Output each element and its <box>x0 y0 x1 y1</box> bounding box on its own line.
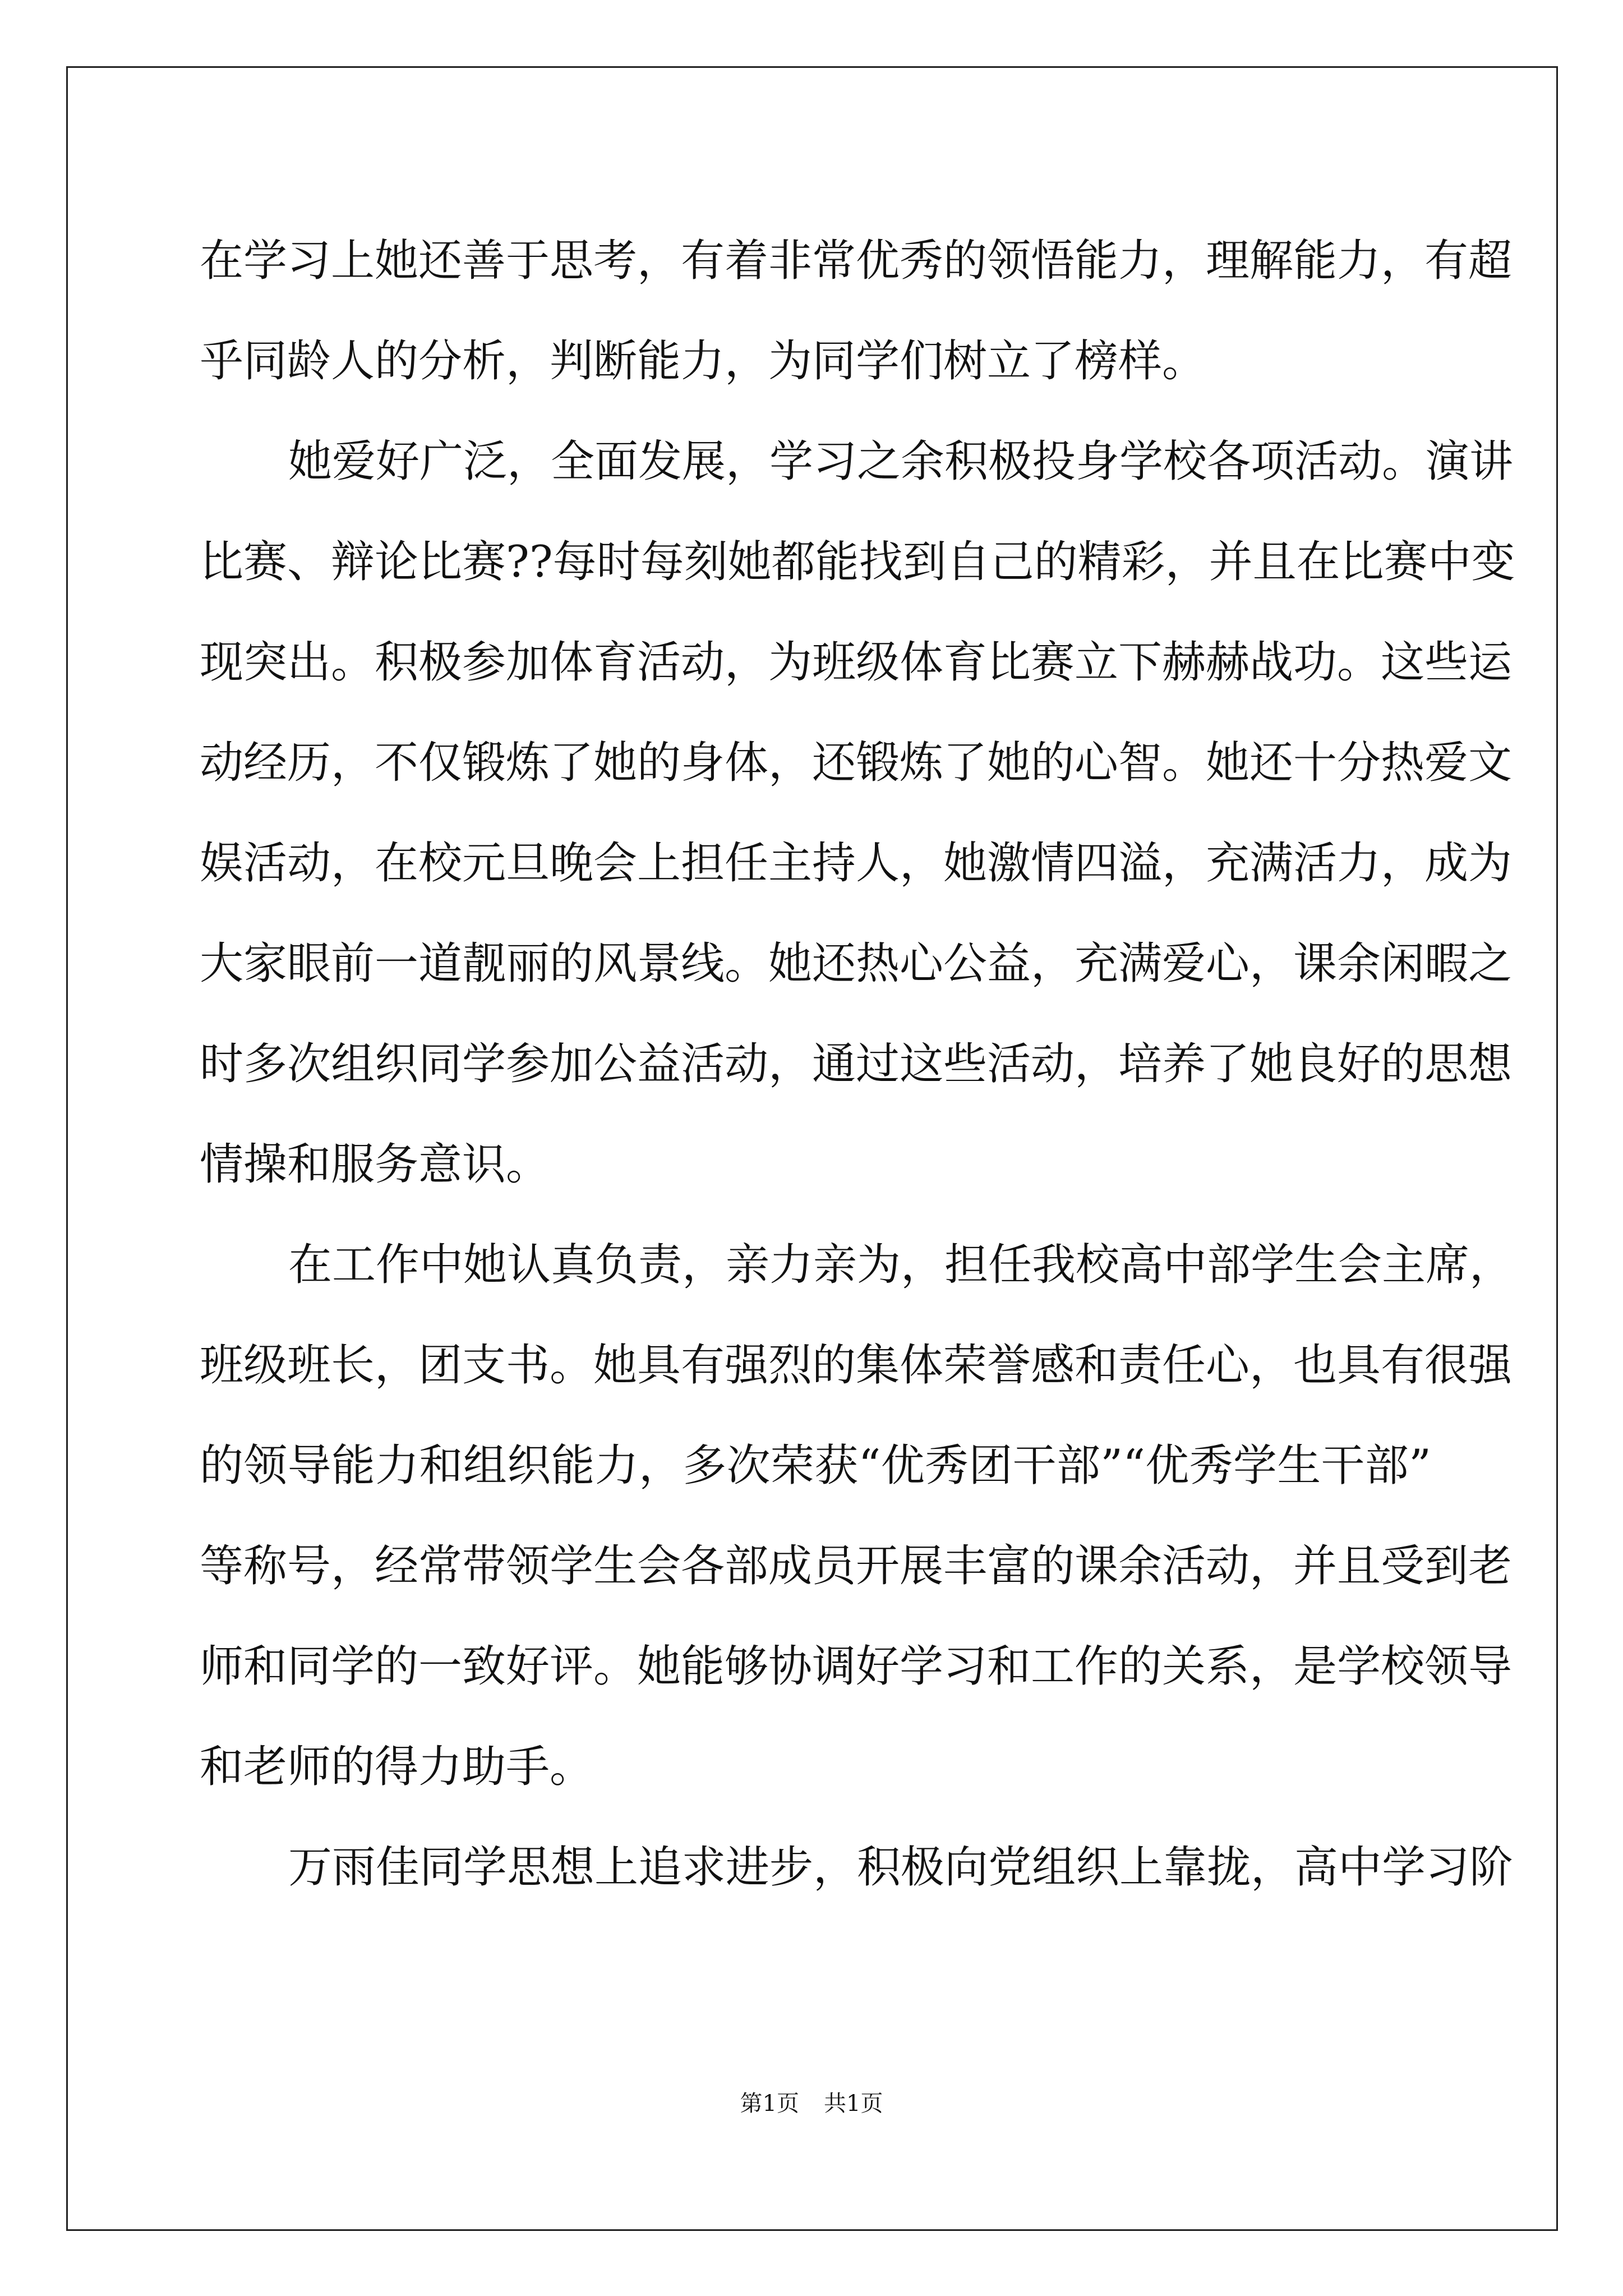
text-line: 时多次组织同学参加公益活动，通过这些活动，培养了她良好的思想 <box>200 1039 1513 1089</box>
text-line: 动经历，不仅锻炼了她的身体，还锻炼了她的心智。她还十分热爱文 <box>200 738 1513 788</box>
text-line: 等称号，经常带领学生会各部成员开展丰富的课余活动，并且受到老 <box>200 1541 1513 1591</box>
text-line: 大家眼前一道靓丽的风景线。她还热心公益，充满爱心，课余闲暇之 <box>200 938 1513 989</box>
page-total: 共1页 <box>824 2091 883 2116</box>
paragraph-start-line: 她爱好广泛，全面发展，学习之余积极投身学校各项活动。演讲 <box>288 436 1514 487</box>
text-line: 师和同学的一致好评。她能够协调好学习和工作的关系，是学校领导 <box>200 1641 1513 1692</box>
text-line: 的领导能力和组织能力，多次荣获“优秀团干部”“优秀学生干部” <box>200 1441 1431 1491</box>
text-line: 娱活动，在校元旦晚会上担任主持人，她激情四溢，充满活力，成为 <box>200 838 1513 889</box>
paragraph-start-line: 在工作中她认真负责，亲力亲为，担任我校高中部学生会主席， <box>288 1240 1514 1290</box>
text-line: 在学习上她还善于思考，有着非常优秀的领悟能力，理解能力，有超 <box>200 236 1513 286</box>
text-line: 情操和服务意识。 <box>200 1139 550 1190</box>
page-footer <box>0 2088 1623 2119</box>
document-body <box>200 211 1515 1918</box>
text-line: 乎同龄人的分析，判断能力，为同学们树立了榜样。 <box>200 336 1206 386</box>
paragraph-start-line: 万雨佳同学思想上追求进步，积极向党组织上靠拢，高中学习阶 <box>288 1842 1514 1893</box>
text-line: 班级班长，团支书。她具有强烈的集体荣誉感和责任心，也具有很强 <box>200 1340 1513 1391</box>
text-line: 现突出。积极参加体育活动，为班级体育比赛立下赫赫战功。这些运 <box>200 637 1513 688</box>
text-line: 比赛、辩论比赛??每时每刻她都能找到自己的精彩，并且在比赛中变 <box>200 537 1515 587</box>
text-line: 和老师的得力助手。 <box>200 1742 594 1792</box>
page-number: 第1页 <box>740 2091 799 2116</box>
